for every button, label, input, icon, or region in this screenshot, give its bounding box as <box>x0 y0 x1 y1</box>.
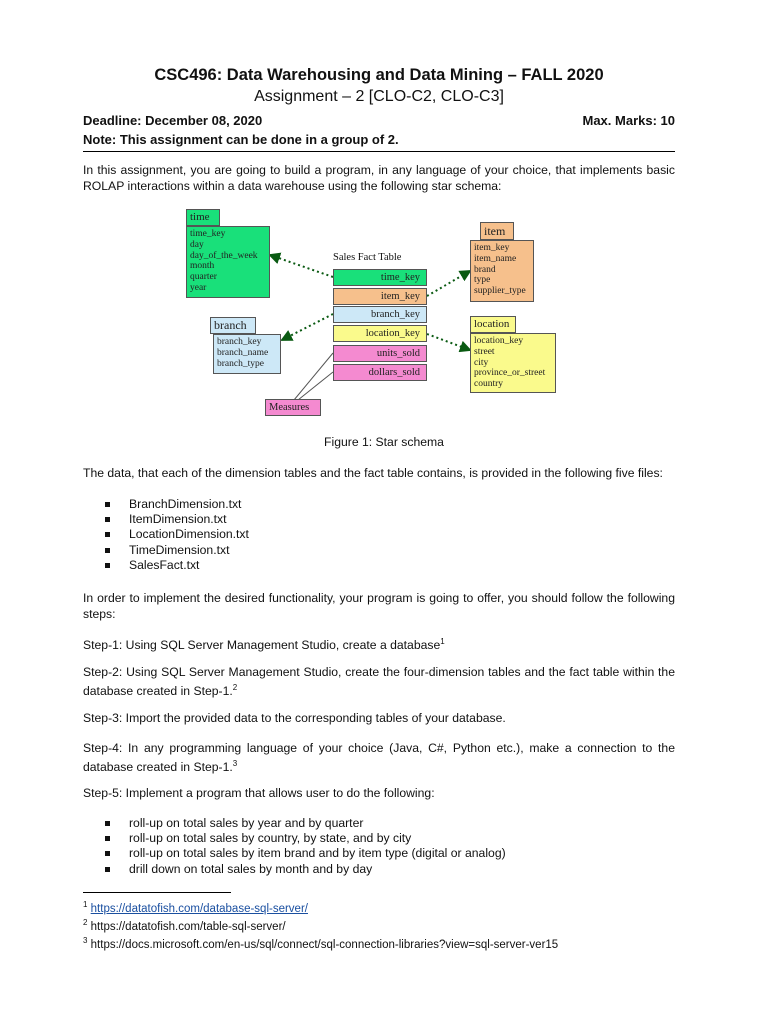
fact-row-time-key: time_key <box>333 269 427 286</box>
branch-table-header: branch <box>210 317 256 334</box>
location-table-header: location <box>470 316 516 333</box>
list-item: drill down on total sales by month and by day <box>105 862 506 877</box>
measures-link-2 <box>298 372 333 400</box>
fact-row-dollars-sold: dollars_sold <box>333 364 427 381</box>
location-attr: street <box>474 346 495 357</box>
location-attr: country <box>474 379 504 390</box>
footnote-1: $^1$ https://datatofish.com/database-sql-server/ <box>83 900 308 915</box>
list-item: ItemDimension.txt <box>105 512 249 527</box>
fact-row-branch-key: branch_key <box>333 306 427 323</box>
footnote-3: $^3$ https://docs.microsoft.com/en-us/sql/connect/sql-connection-libraries?view=sql-server-ver15 <box>83 936 559 951</box>
fact-table-title: Sales Fact Table <box>333 252 402 263</box>
meta-row <box>83 111 675 130</box>
list-item: LocationDimension.txt <box>105 527 249 542</box>
figure-caption: Figure 1: Star schema <box>324 435 444 449</box>
star-schema-figure <box>186 207 570 419</box>
step-5: Step-5: Implement a program that allows user to do the following: <box>83 786 435 800</box>
list-item: roll-up on total sales by item brand and by item type (digital or analog) <box>105 846 506 861</box>
time-attr: year <box>190 282 207 293</box>
deadline: Deadline: December 08, 2020 <box>83 113 263 128</box>
fact-row-item-key: item_key <box>333 288 427 305</box>
time-table-header: time <box>186 209 220 226</box>
task-list <box>105 816 506 877</box>
step-4: Step-4: In any programming language of your choice (Java, C#, Python etc.), make a connection to the database created in Step-1.$^3$ <box>83 741 675 775</box>
step-2: Step-2: Using SQL Server Management Studio, create the four-dimension tables and the fact table within the database created in Step-1.$^2$ <box>83 665 675 699</box>
item-attr: item_name <box>474 253 517 264</box>
item-link <box>427 271 470 296</box>
item-attr: type <box>474 275 491 286</box>
footnote-divider <box>83 892 231 893</box>
location-attr: province_or_street <box>474 368 546 379</box>
list-item: SalesFact.txt <box>105 558 249 573</box>
location-attr: location_key <box>474 336 524 346</box>
location-link <box>427 334 470 350</box>
time-link <box>270 255 333 277</box>
document-header <box>83 64 675 152</box>
time-attr: time_key <box>190 229 226 239</box>
location-attr: city <box>474 357 489 368</box>
list-item: roll-up on total sales by year and by quarter <box>105 816 506 831</box>
intro-paragraph: In this assignment, you are going to build a program, in any language of your choice, that implements basic ROLAP interactions within a data warehouse using the following star schema: <box>83 163 675 193</box>
time-attr: day <box>190 239 204 250</box>
branch-table <box>213 334 281 374</box>
item-table <box>470 240 534 302</box>
time-table <box>186 226 270 298</box>
step-3: Step-3: Import the provided data to the corresponding tables of your database. <box>83 711 506 725</box>
time-attr: month <box>190 261 215 272</box>
max-marks: Max. Marks: 10 <box>582 113 675 128</box>
file-list <box>105 497 249 573</box>
item-attr: brand <box>474 264 496 275</box>
steps-intro-paragraph: In order to implement the desired functionality, your program is going to offer, you should follow the following steps: <box>83 591 675 621</box>
measures-label: Measures <box>265 399 321 416</box>
data-intro-paragraph: The data, that each of the dimension tables and the fact table contains, is provided in the following five files: <box>83 466 663 480</box>
item-table-header: item <box>480 222 514 240</box>
list-item: roll-up on total sales by country, by state, and by city <box>105 831 506 846</box>
branch-link <box>282 314 333 340</box>
item-attr: item_key <box>474 243 510 253</box>
step-1: Step-1: Using SQL Server Management Studio, create a database$^1$ <box>83 637 445 653</box>
list-item: TimeDimension.txt <box>105 543 249 558</box>
time-attr: quarter <box>190 272 217 283</box>
fact-row-location-key: location_key <box>333 325 427 342</box>
item-attr: supplier_type <box>474 286 526 297</box>
fact-row-units-sold: units_sold <box>333 345 427 362</box>
list-item: BranchDimension.txt <box>105 497 249 512</box>
footnote-1-link[interactable]: https://datatofish.com/database-sql-server/ <box>90 902 308 915</box>
footnote-2: $^2$ https://datatofish.com/table-sql-server/ <box>83 918 286 933</box>
location-table <box>470 333 556 393</box>
document-title: CSC496: Data Warehousing and Data Mining – FALL 2020 <box>154 66 604 84</box>
group-note: Note: This assignment can be done in a group of 2. <box>83 130 675 152</box>
branch-attr: branch_name <box>217 347 269 358</box>
branch-attr: branch_key <box>217 337 262 347</box>
document-subtitle: Assignment – 2 [CLO-C2, CLO-C3] <box>254 88 504 105</box>
time-attr: day_of_the_week <box>190 250 258 261</box>
branch-attr: branch_type <box>217 358 264 369</box>
